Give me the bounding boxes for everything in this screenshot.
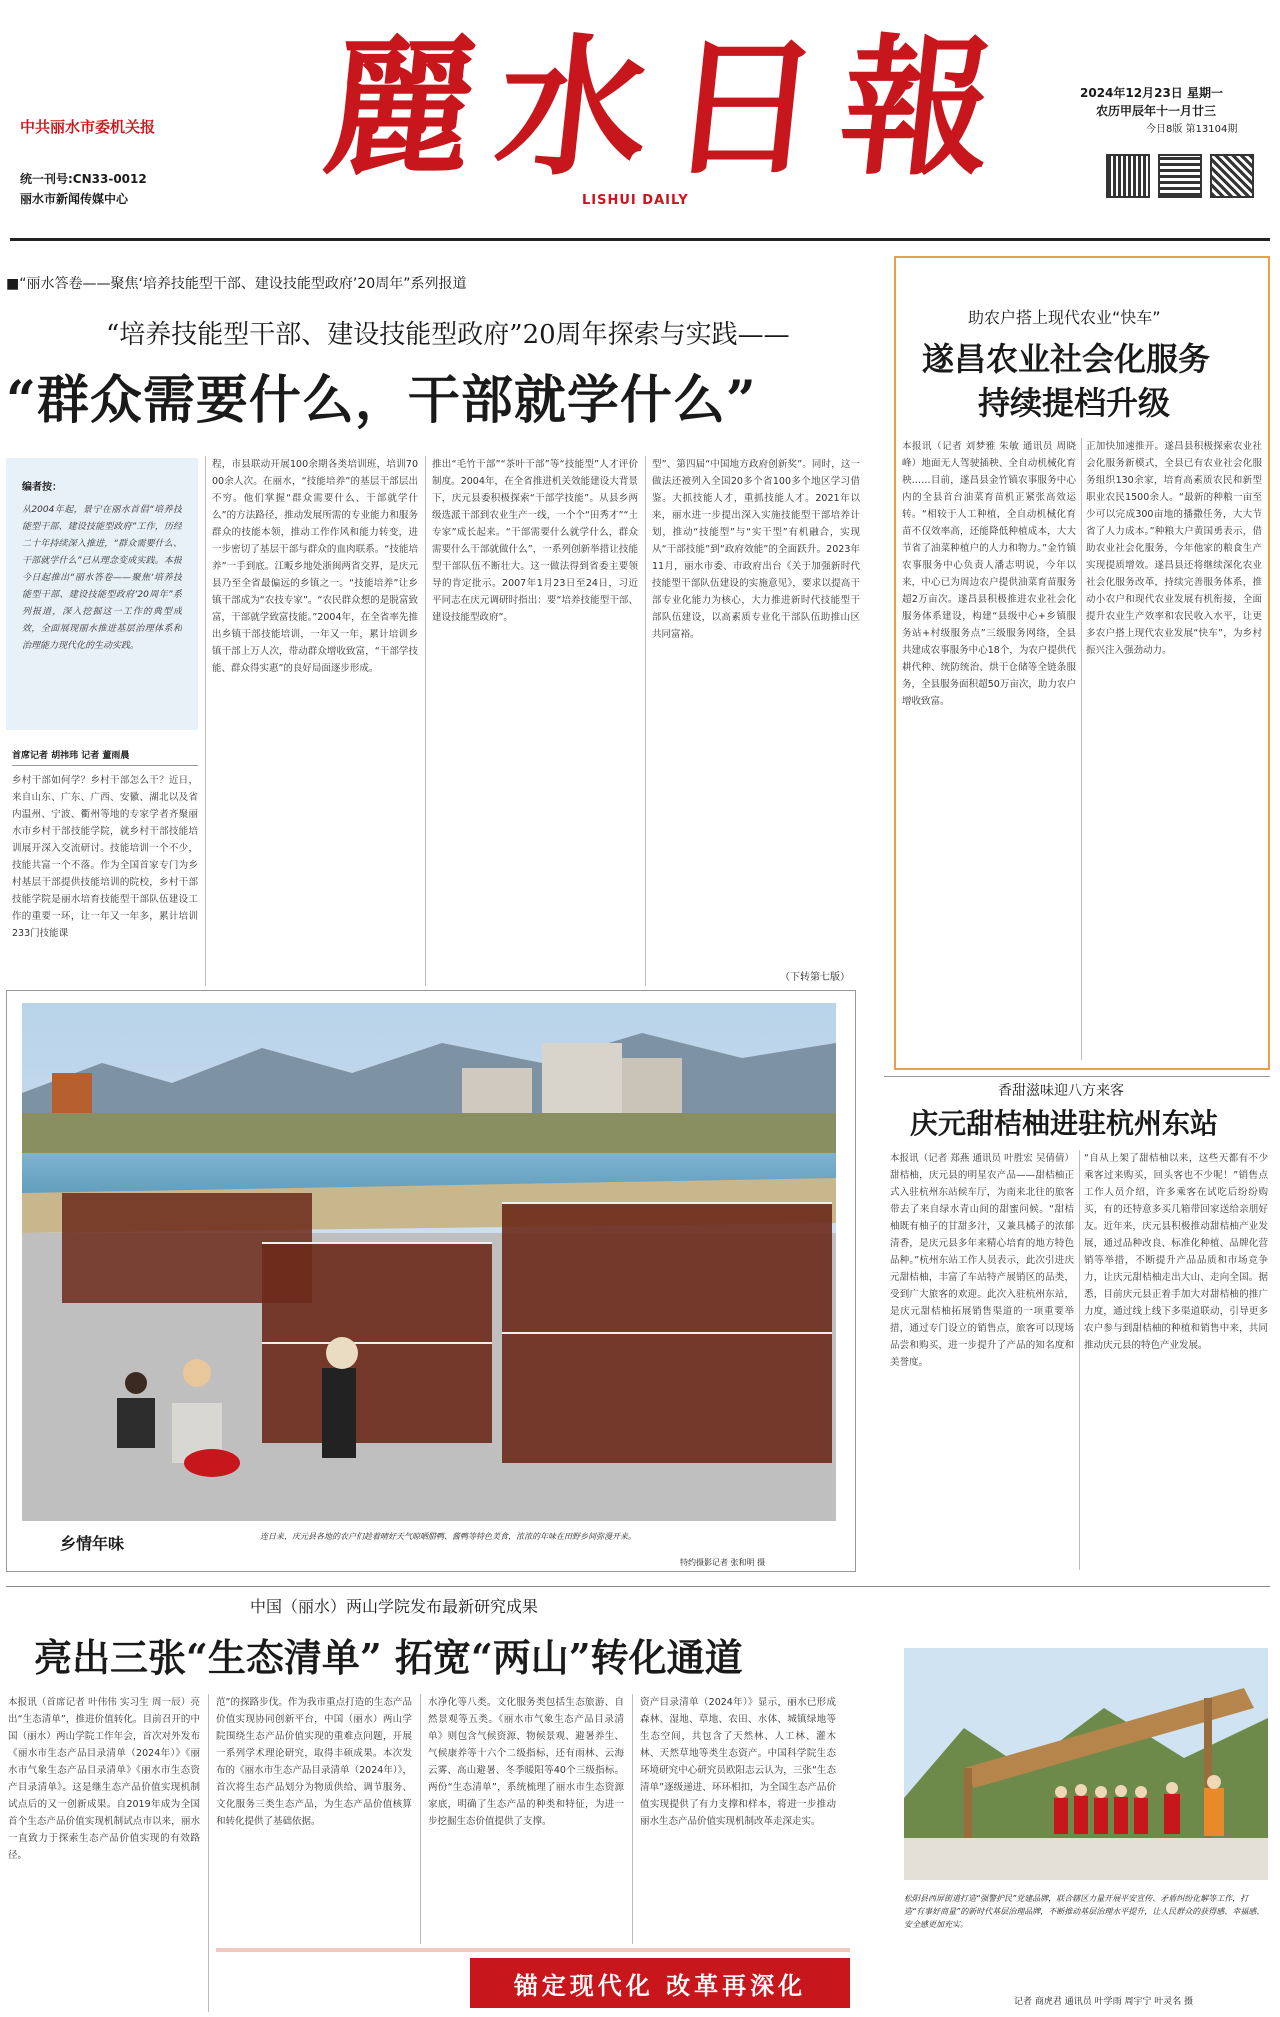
column-divider <box>425 456 426 986</box>
lead-column-2: 程，市县联动开展100余期各类培训班，培训7000余人次。在丽水，“技能培养”的基层干部层出不穷。他们掌握“群众需要什么、干部就学什么”的方法路径，推动发展所需的专业能力和服务群众的技能本领，推动工作作风和能力转变，进一步密切了基层干部与群众的血肉联系。“技能培养”一手到底。江畈乡地处浙闽两省交界，是庆元县乃至全省最偏远的乡镇之一。“技能培养”让乡镇干部成为“农技专家”。“农民群众想的是脱富致富，干部就学致富技能。”2004年，在全省率先推出乡镇干部技能培训，一年又一年，累计培训乡镇干部上万人次，带动群众增收致富，“干部学技能、群众得实惠”的良好局面逐步形成。 <box>212 459 418 674</box>
community-photo-caption: 松阳县西屏街道打造“强警护民”党建品牌，联合辖区力量开展平安宣传、矛盾纠纷化解等工作，打造“有事好商量”的新时代基层治理品牌，不断推动基层治理水平提升，让人民群众的获得感、幸福感、安全感更加充实。 <box>904 1894 1265 1929</box>
column-divider <box>205 456 206 986</box>
right-top-column-2: 正加快加速推开。遂昌县积极探索农业社会化服务新模式，全县已有农业社会化服务组织130余家，培育高素质农民和新型职业农民1500余人。“最新的种粮一亩至少可以完成300亩地的播撒任务，大大节省了人力成本。”种粮大户黄国勇表示，借助农业社会化服务，今年他家的粮食生产实现提质增效。遂昌县还将继续深化农业社会化服务改革，持续完善服务体系，推动小农户和现代农业发展有机衔接，全面提升农业生产效率和农民收入水平，让更多农户搭上现代农业发展“快车”，为乡村振兴注入强劲动力。 <box>1086 441 1262 656</box>
bottom-section-rule <box>6 1586 1270 1587</box>
qr-code-icon <box>1106 154 1150 198</box>
series-label: ■“丽水答卷——聚焦‘培养技能型干部、建设技能型政府’20周年”系列报道 <box>6 276 467 292</box>
column-divider <box>420 1694 421 1944</box>
lead-kicker: “培养技能型干部、建设技能型政府”20周年探索与实践—— <box>106 320 790 350</box>
community-photo-credit: 记者 商虎君 通讯员 叶学雨 周宇宁 叶灵名 摄 <box>1014 1997 1194 2007</box>
photo-tag: 乡情年味 <box>60 1534 125 1553</box>
edition-info: 今日8版 第13104期 <box>1146 124 1238 135</box>
right-mid-headline: 庆元甜桔柚进驻杭州东站 <box>910 1107 1219 1140</box>
bottom-column-3: 水净化等八类。文化服务类包括生态旅游、自然景观等五类。《丽水市气象生态产品目录清单》则包含气候资源、物候景观、避暑养生、气候康养等十六个二级指标，还有雨林、云海云雾、高山避暑、冬季暖阳等40个三级指标。两份“生态清单”，系统梳理了丽水市生态资源家底，明确了生态产品的种类和特征，为进一步挖掘生态价值提供了支撑。 <box>428 1697 624 1827</box>
right-top-kicker: 助农户搭上现代农业“快车” <box>968 308 1161 327</box>
bottom-column-1: 本报讯（首席记者 叶伟伟 实习生 周一辰）亮出“生态清单”，推进价值转化。目前召开的中国（丽水）两山学院工作年会，首次对外发布《丽水市生态产品目录清单（2024年）》《丽水市气象生态产品目录清单》《丽水市生态资产目录清单》。这是继生态产品价值实现机制试点后的又一创新成果。自2019年成为全国首个生态产品价值实现机制试点市以来，丽水一直致力于探索生态产品价值实现的有效路径。 <box>8 1697 200 1861</box>
continue-note: （下转第七版） <box>780 972 850 983</box>
right-top-headline-1: 遂昌农业社会化服务 <box>922 340 1211 378</box>
column-divider <box>1079 1150 1080 1570</box>
feature-photo <box>22 1003 836 1521</box>
column-divider <box>632 1694 633 1944</box>
community-photo <box>904 1648 1268 1880</box>
right-top-column-1: 本报讯（记者 刘梦雅 朱敏 通讯员 周晓峰）地面无人驾驶插秧、全自动机械化育秧……目前，遂昌县金竹镇农事服务中心内的全县首台油菜育苗机正紧张高效运转。“相较于人工种植，全自动机械化育苗不仅效率高，还能降低种植成本，大大节省了油菜种植户的人力和物力。”金竹镇农事服务中心负责人潘志明说，今年以来，中心已为周边农户提供油菜育苗服务超2万亩次。遂昌县积极推进农业社会化服务体系建设，构建“县级中心+乡镇服务站+村级服务点”三级服务网络，全县共建成农事服务中心18个，为农户提供代耕代种、统防统治、烘干仓储等全链条服务，全县服务面积超50万亩次，助力农户增收致富。 <box>902 441 1076 707</box>
bottom-headline: 亮出三张“生态清单” 拓宽“两山”转化通道 <box>34 1635 743 1680</box>
issn-label: 统一刊号:CN33-0012 <box>20 172 147 186</box>
column-divider <box>208 1694 209 2012</box>
column-divider <box>1081 438 1082 1060</box>
qr-code-icon <box>1158 154 1202 198</box>
qr-code-icon <box>1210 154 1254 198</box>
lead-byline: 首席记者 胡祎玮 记者 董雨晨 <box>12 751 130 761</box>
editor-note-text: 从2004年起，景宁在丽水首倡“培养技能型干部、建设技能型政府”工作，历经二十年持续深入推进，“群众需要什么、干部就学什么”已从理念变成实践。本报今日起推出“丽水答卷——聚焦‘培养技能型干部、建设技能型政府’20周年”系列报道，深入挖掘这一工作的典型成效，全面展现丽水推进基层治理体系和治理能力现代化的生动实践。 <box>22 505 182 651</box>
lead-headline: “群众需要什么，干部就学什么” <box>6 370 757 431</box>
right-mid-column-1: 本报讯（记者 郑燕 通讯员 叶胜宏 吴倩倩）甜桔柚，庆元县的明星农产品——甜桔柚正式入驻杭州东站候车厅，为南来北往的旅客带去了来自绿水青山间的甜蜜问候。“甜桔柚既有柚子的甘甜多汁，又兼具橘子的浓郁清香，是庆元县多年来精心培育的地方特色品种。”杭州东站工作人员表示，此次引进庆元甜桔柚，丰富了车站特产展销区的品类，受到广大旅客的欢迎。此次入驻杭州东站，是庆元甜桔柚拓展销售渠道的一项重要举措，通过专门设立的销售点，旅客可以现场品尝和购买，进一步提升了产品的知名度和美誉度。 <box>890 1153 1074 1368</box>
editor-note-title: 编者按： <box>22 482 62 493</box>
newspaper-title: 麗水日報 <box>316 20 1024 196</box>
lead-column-3: 推出“毛竹干部”“茶叶干部”等“技能型”人才评价制度。2004年，在全省推进机关效能建设大背景下，庆元县委积极探索“干部学技能”。从县乡两级选派干部到农业生产一线，一个个“田秀才”“土专家”成长起来。“干部需要什么就学什么，群众需要什么干部就做什么”，一系列创新举措让技能型干部队伍不断壮大。这一做法得到省委主要领导的肯定批示。2007年1月23日至24日，习近平同志在庆元调研时指出：要“培养技能型干部、建设技能型政府”。 <box>432 459 638 623</box>
newspaper-title-en: LISHUI DAILY <box>582 193 689 208</box>
right-mid-kicker: 香甜滋味迎八方来客 <box>998 1083 1124 1099</box>
bottom-column-4: 资产目录清单（2024年）》显示，丽水已形成森林、湿地、草地、农田、水体、城镇绿地等生态空间，共包含了天然林、人工林、灌木林、天然草地等类生态资产。中国科学院生态环境研究中心研究员欧阳志云认为，三张“生态清单”逐级递进、环环相扣，为全国生态产品价值实现提供了有力支撑和样本，将进一步推动丽水生态产品价值实现机制改革走深走实。 <box>640 1697 836 1827</box>
reform-banner-text: 锚定现代化 改革再深化 <box>513 1971 807 2000</box>
issue-date: 2024年12月23日 星期一 <box>1080 86 1223 100</box>
column-divider <box>645 456 646 986</box>
publisher-label: 丽水市新闻传媒中心 <box>20 192 129 206</box>
bottom-kicker: 中国（丽水）两山学院发布最新研究成果 <box>250 1597 539 1616</box>
lead-column-4: 型”、第四届“中国地方政府创新奖”。同时，这一做法还被列入全国20多个省100多个地区学习借鉴。大抓技能人才，重抓技能人才。2021年以来，丽水进一步提出深入实施技能型干部培养计划，推动“技能型”与“实干型”有机融合，实现从“干部技能”到“政府效能”的全面跃升。2023年11月，丽水市委、市政府出台《关于加强新时代技能型干部队伍建设的实施意见》，要求以提高干部专业化能力为核心，大力推进新时代技能型干部队伍建设，以高素质专业化干部队伍助推山区共同富裕。 <box>652 459 860 640</box>
photo-caption: 连日来，庆元县各地的农户们趁着晴好天气晾晒腊鸭、酱鸭等特色美食，浓浓的年味在田野乡间弥漫开来。 <box>260 1532 636 1541</box>
byline-rule <box>12 765 198 766</box>
masthead-rule <box>10 238 1270 241</box>
photo-credit: 特约摄影记者 张和明 摄 <box>680 1558 766 1567</box>
lunar-date: 农历甲辰年十一月廿三 <box>1096 104 1217 118</box>
lead-column-1: 乡村干部如何学？乡村干部怎么干？近日，来自山东、广东、广西、安徽、湖北以及省内温州、宁波、衢州等地的专家学者齐聚丽水市乡村干部技能学院，就乡村干部技能培训展开深入交流研讨。技能培训一个不少，技能共富一个不落。作为全国首家专门为乡村基层干部提供技能培训的院校，乡村干部技能学院是丽水培育技能型干部队伍建设工作的重要一环，让一年又一年多，累计培训233门技能课 <box>12 775 198 939</box>
masthead <box>0 0 1280 240</box>
section-rule <box>884 1076 1270 1077</box>
right-mid-column-2: “自从上架了甜桔柚以来，这些天都有不少乘客过来购买，回头客也不少呢！”销售点工作人员介绍，许多乘客在试吃后纷纷购买，有的还特意多买几箱带回家送给亲朋好友。近年来，庆元县积极推动甜桔柚产业发展，通过品种改良、标准化种植、品牌化营销等举措，不断提升产品品质和市场竞争力，让庆元甜桔柚走出大山、走向全国。据悉，目前庆元县正着手加大对甜桔柚的推广力度，通过线上线下多渠道联动，引导更多农户参与到甜桔柚的种植和销售中来，共同推动庆元县的特色产业发展。 <box>1084 1153 1268 1351</box>
reform-banner <box>470 1958 850 2008</box>
party-organ-label: 中共丽水市委机关报 <box>20 118 156 136</box>
banner-band <box>216 1948 850 1952</box>
right-top-headline-2: 持续提档升级 <box>978 384 1171 422</box>
bottom-column-2: 范”的探路步伐。作为我市重点打造的生态产品价值实现协同创新平台，中国（丽水）两山学院围绕生态产品价值实现的重难点问题，开展一系列学术理论研究，取得丰硕成果。本次发布的《丽水市生态产品目录清单（2024年）》，首次将生态产品划分为物质供给、调节服务、文化服务三类生态产品，为生态产品价值核算和转化提供了基础依据。 <box>216 1697 412 1827</box>
